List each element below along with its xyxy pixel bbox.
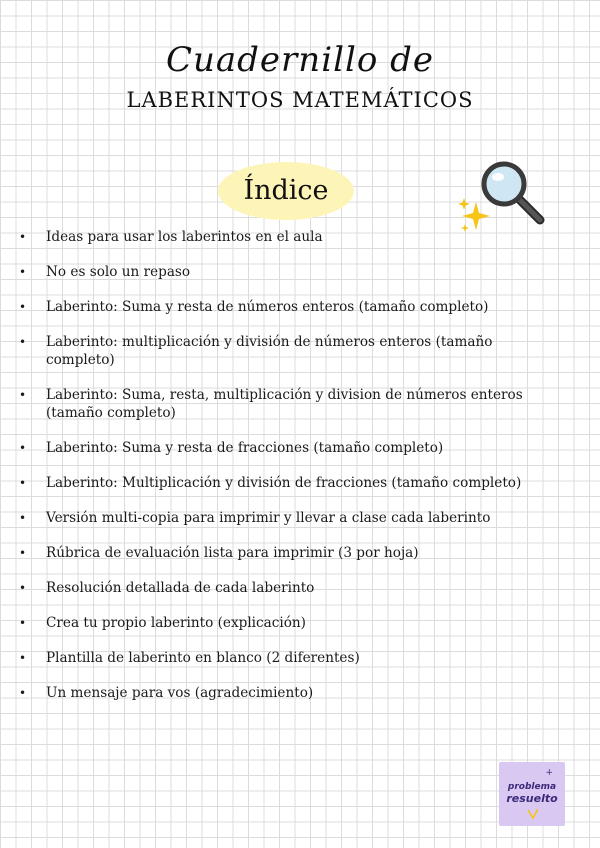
page-title: LABERINTOS MATEMÁTICOS	[126, 88, 474, 112]
list-item-label: Laberinto: Suma y resta de fracciones (tamaño completo)	[46, 440, 444, 456]
list-item-label: No es solo un repaso	[46, 264, 191, 280]
logo-line1: problema	[507, 782, 557, 792]
list-item-label: Laberinto: Suma y resta de números enteros (tamaño completo)	[46, 299, 489, 315]
bullet: •	[19, 388, 27, 402]
list-item-label: Ideas para usar los laberintos en el aula	[46, 229, 323, 245]
bullet: •	[19, 265, 27, 279]
list-item	[0, 684, 560, 702]
list-item	[0, 386, 560, 422]
list-item-label: Laberinto: Suma, resta, multiplicación y division de números enteros (tamaño completo)	[46, 387, 523, 421]
list-item	[0, 298, 560, 316]
list-item	[0, 579, 560, 597]
bullet: •	[19, 546, 27, 560]
list-item	[0, 263, 560, 281]
logo-line2: resuelto	[506, 792, 558, 805]
bullet: •	[19, 581, 27, 595]
bullet: •	[19, 441, 27, 455]
bullet: •	[19, 651, 27, 665]
check-icon	[527, 808, 539, 820]
bullet: •	[19, 686, 27, 700]
star-icon: +	[545, 768, 553, 778]
list-item	[0, 333, 560, 369]
list-item	[0, 544, 560, 562]
list-item-label: Versión multi-copia para imprimir y llevar a clase cada laberinto	[46, 510, 491, 526]
list-item	[0, 228, 560, 246]
script-title: Cuadernillo de	[165, 40, 434, 80]
list-item	[0, 614, 560, 632]
bullet: •	[19, 300, 27, 314]
list-item-label: Resolución detallada de cada laberinto	[46, 580, 315, 596]
table-of-contents	[0, 228, 560, 719]
list-item-label: Plantilla de laberinto en blanco (2 diferentes)	[46, 650, 360, 666]
bullet: •	[19, 616, 27, 630]
list-item-label: Rúbrica de evaluación lista para imprimir (3 por hoja)	[46, 545, 419, 561]
list-item	[0, 474, 560, 492]
list-item-label: Laberinto: multiplicación y división de números enteros (tamaño completo)	[46, 334, 493, 368]
list-item	[0, 439, 560, 457]
bullet: •	[19, 230, 27, 244]
brand-logo	[499, 762, 565, 826]
bullet: •	[19, 511, 27, 525]
bullet: •	[19, 335, 27, 349]
list-item-label: Laberinto: Multiplicación y división de fracciones (tamaño completo)	[46, 475, 522, 491]
bullet: •	[19, 476, 27, 490]
index-title: Índice	[243, 175, 329, 206]
list-item-label: Un mensaje para vos (agradecimiento)	[46, 685, 314, 701]
list-item-label: Crea tu propio laberinto (explicación)	[46, 615, 306, 631]
list-item	[0, 649, 560, 667]
list-item	[0, 509, 560, 527]
